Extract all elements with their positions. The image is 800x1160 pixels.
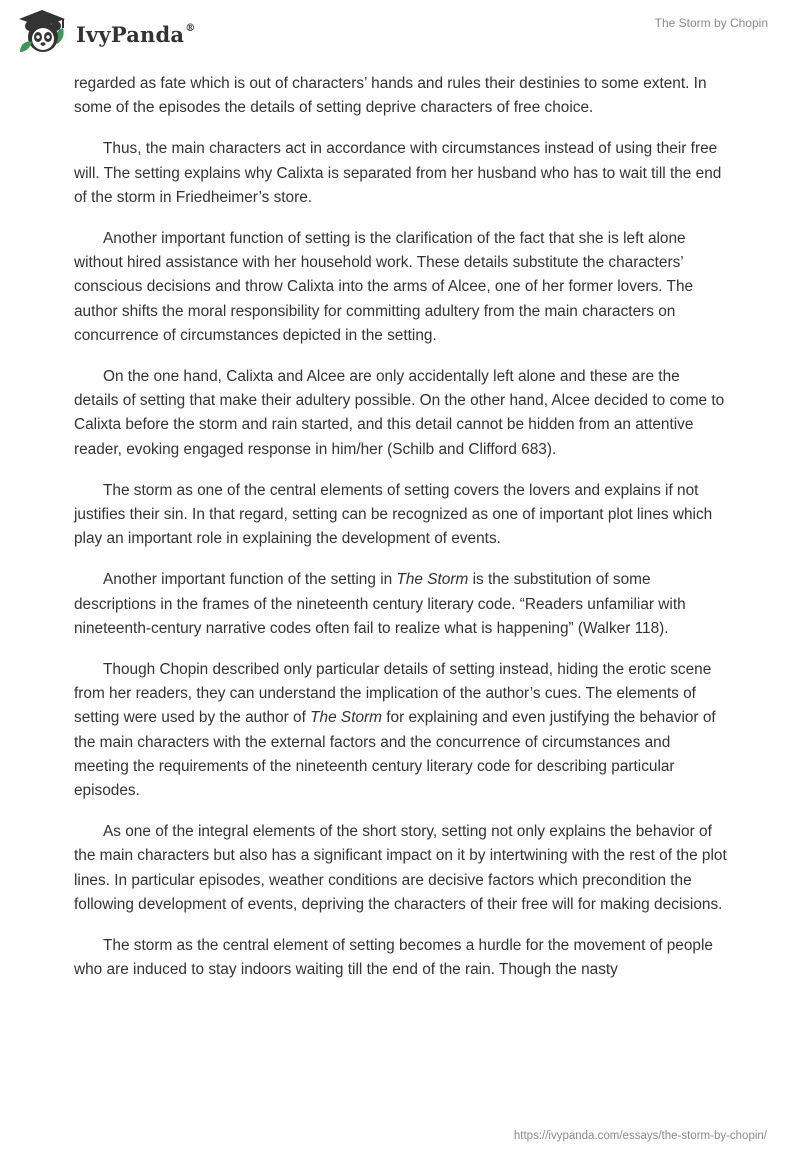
essay-paragraph — [74, 658, 728, 803]
logo-wordmark: IvyPanda® — [76, 21, 196, 47]
document-title: The Storm by Chopin — [654, 16, 768, 30]
paragraph-text: regarded as fate which is out of characters’ hands and rules their destinies to some extent. In some of the episodes the details of setting deprive characters of free choice. — [74, 75, 707, 117]
essay-paragraph — [74, 137, 728, 210]
essay-paragraph — [74, 227, 728, 348]
paragraph-text: The storm as the central element of setting becomes a hurdle for the movement of people who are induced to stay indoors waiting till the end of the rain. Though the nasty — [74, 937, 713, 979]
paragraph-text: On the one hand, Calixta and Alcee are only accidentally left alone and these are the details of setting that make their adultery possible. On the other hand, Alcee decided to come to Calixta before the storm and rain started, and this detail cannot be hidden from an attentive reader, evoking engaged response in him/her (Schilb and Clifford 683). — [74, 368, 725, 458]
essay-paragraph — [74, 820, 728, 917]
essay-paragraph — [74, 568, 728, 641]
page-header — [0, 0, 800, 70]
essay-body — [74, 72, 728, 1000]
essay-paragraph — [74, 934, 728, 982]
paragraph-text: Another important function of the setting in — [103, 571, 397, 589]
essay-paragraph — [74, 72, 728, 120]
book-title-italic: The Storm — [396, 571, 469, 589]
book-title-italic: The Storm — [310, 709, 382, 727]
paragraph-text: Thus, the main characters act in accordance with circumstances instead of using their free will. The setting explains why Calixta is separated from her husband who has to wait till the end of the storm in Friedheimer’s store. — [74, 140, 722, 206]
paragraph-text: As one of the integral elements of the short story, setting not only explains the behavior of the main characters but also has a significant impact on it by intertwining with the rest of the plot lines. In particular episodes, weather conditions are decisive factors which precondition the following development of events, depriving the characters of their free will for making decisions. — [74, 823, 727, 913]
paragraph-text: for explaining and even justifying the behavior of the main characters with the external factors and the concurrence of circumstances and meeting the requirements of the nineteenth century literary code for describing particular episodes. — [74, 709, 716, 800]
ivypanda-logo[interactable] — [16, 8, 195, 56]
paragraph-text: Another important function of setting is the clarification of the fact that she is left alone without hired assistance with her household work. These details substitute the characters’ conscious decisions and throw Calixta into the arms of Alcee, one of her former lovers. The author shifts the moral responsibility for committing adultery from the main characters on concurrence of circumstances depicted in the setting. — [74, 230, 694, 344]
essay-paragraph — [74, 479, 728, 552]
essay-paragraph — [74, 365, 728, 462]
paragraph-text: Though Chopin described only particular details of setting instead, hiding the erotic scene from her readers, they can understand the implication of the author’s cues. The elements of setting were used by the author of — [74, 661, 712, 727]
source-url[interactable]: https://ivypanda.com/essays/the-storm-by-chopin/ — [513, 1130, 767, 1142]
paragraph-text: The storm as one of the central elements of setting covers the lovers and explains if not justifies their sin. In that regard, setting can be recognized as one of important plot lines which play an important role in explaining the development of events. — [74, 481, 713, 548]
panda-graduate-icon — [16, 8, 74, 56]
paragraph-text: is the substitution of some descriptions in the frames of the nineteenth century literary code. “Readers unfamiliar with nineteenth-century narrative codes often fail to realize what is happening” (Walker 118). — [74, 571, 686, 637]
